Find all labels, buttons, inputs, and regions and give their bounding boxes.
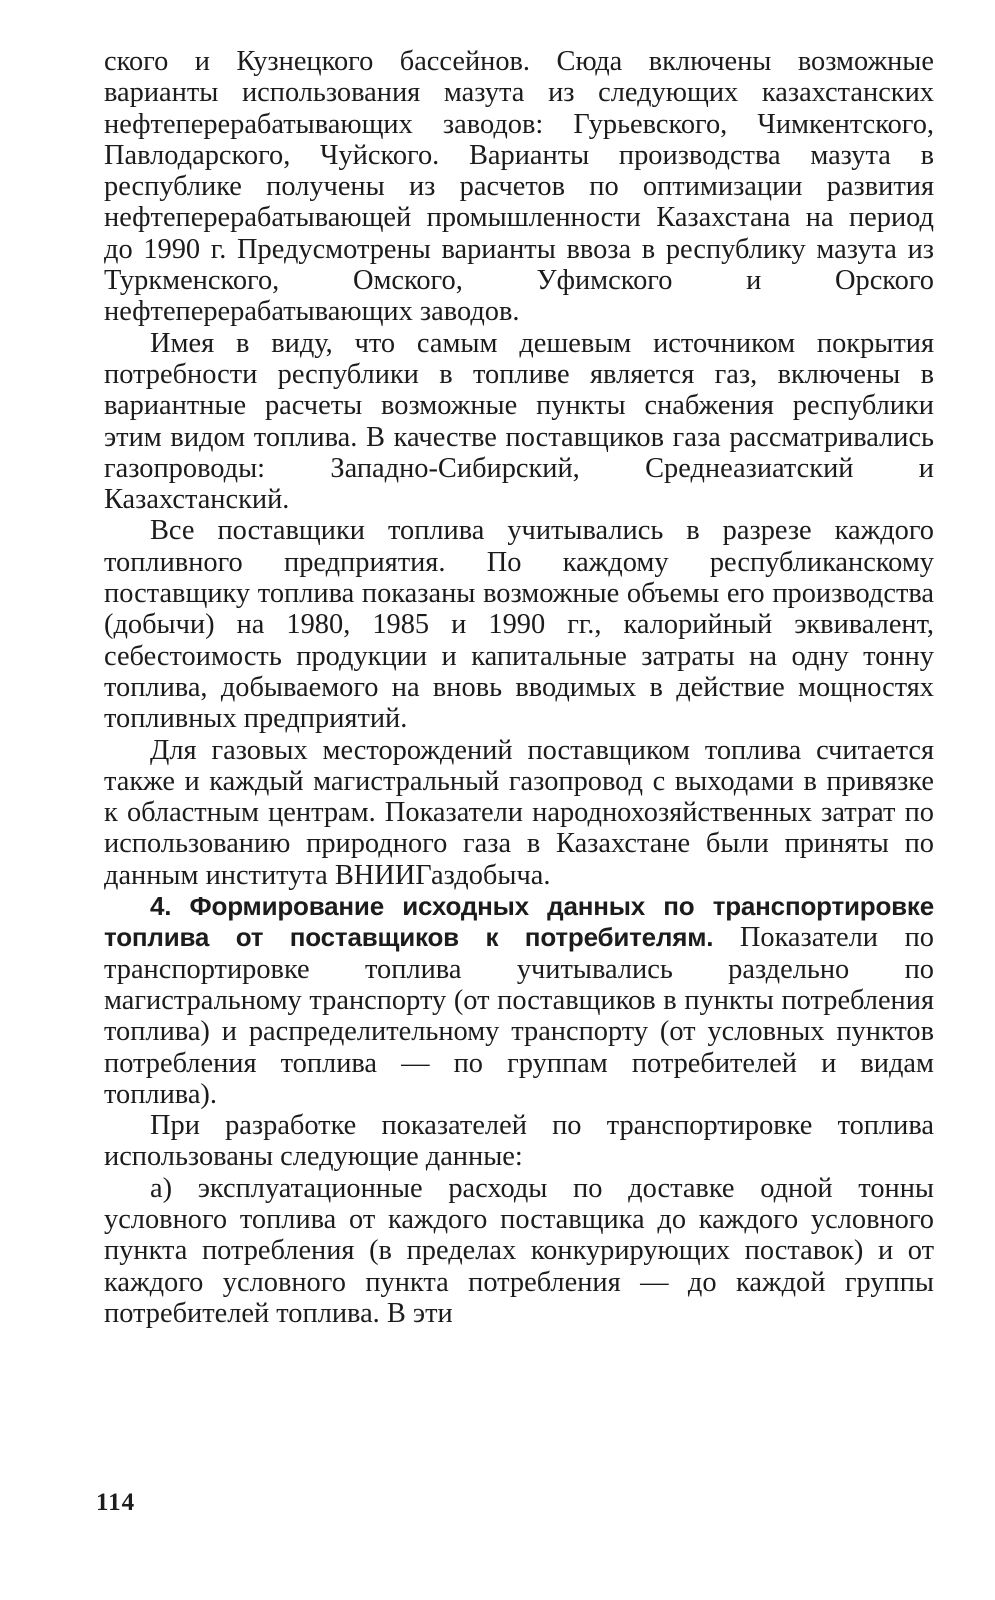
list-item-a: а) эксплуатационные расходы по доставке одной тонны условного топлива от каждого поставщика до каждого условного пункта потребления (в пределах конкурирующих поставок) и от каждого условного пункта потребления — до каждой группы потребителей топлива. В эти <box>104 1172 934 1329</box>
paragraph-data-used: При разработке показателей по транспортировке топлива использованы следующие данные: <box>104 1110 934 1173</box>
section-4-text: Показатели по транспортировке топлива учитывались раздельно по магистральному транспорту (от поставщиков в пункты потребления топлива) и распределительному транспорту (от условных пунктов потребления топлива — по группам потребителей и видам топлива). <box>104 922 934 1110</box>
section-4-paragraph <box>104 891 934 1110</box>
paragraph-gas-fields: Для газовых месторождений поставщиком топлива считается также и каждый магистральный газопровод с выходами в привязке к областным центрам. Показатели народнохозяйственных затрат по использованию природного газа в Казахстане были приняты по данным института ВНИИГаздобыча. <box>104 734 934 891</box>
page-number: 114 <box>96 1489 136 1516</box>
paragraph-gas-supply: Имея в виду, что самым дешевым источником покрытия потребности республики в топливе является газ, включены в вариантные расчеты возможные пункты снабжения республики этим видом топлива. В качестве поставщиков газа рассматривались газопроводы: Западно-Сибирский, Среднеазиатский и Казахстанский. <box>104 327 934 516</box>
page-text <box>104 46 934 1329</box>
paragraph-fuel-suppliers: Все поставщики топлива учитывались в разрезе каждого топливного предприятия. По каждому республиканскому поставщику топлива показаны возможные объемы его производства (добычи) на 1980, 1985 и 1990 гг., калорийный эквивалент, себестоимость продукции и капитальные затраты на одну тонну топлива, добываемого на вновь вводимых в действие мощностях топливных предприятий. <box>104 515 934 735</box>
paragraph-mazut-refineries: ского и Кузнецкого бассейнов. Сюда включены возможные варианты использования мазута из следующих казахстанских нефтеперерабатывающих заводов: Гурьевского, Чимкентского, Павлодарского, Чуйского. Варианты производства мазута в республике получены из расчетов по оптимизации развития нефтеперерабатывающей промышленности Казахстана на период до 1990 г. Предусмотрены варианты ввоза в республику мазута из Туркменского, Омского, Уфимского и Орского нефтеперерабатывающих заводов. <box>104 46 934 328</box>
section-4-heading: 4. Формирование исходных данных по транспортировке топлива от поставщиков к потребителям. <box>104 891 934 953</box>
